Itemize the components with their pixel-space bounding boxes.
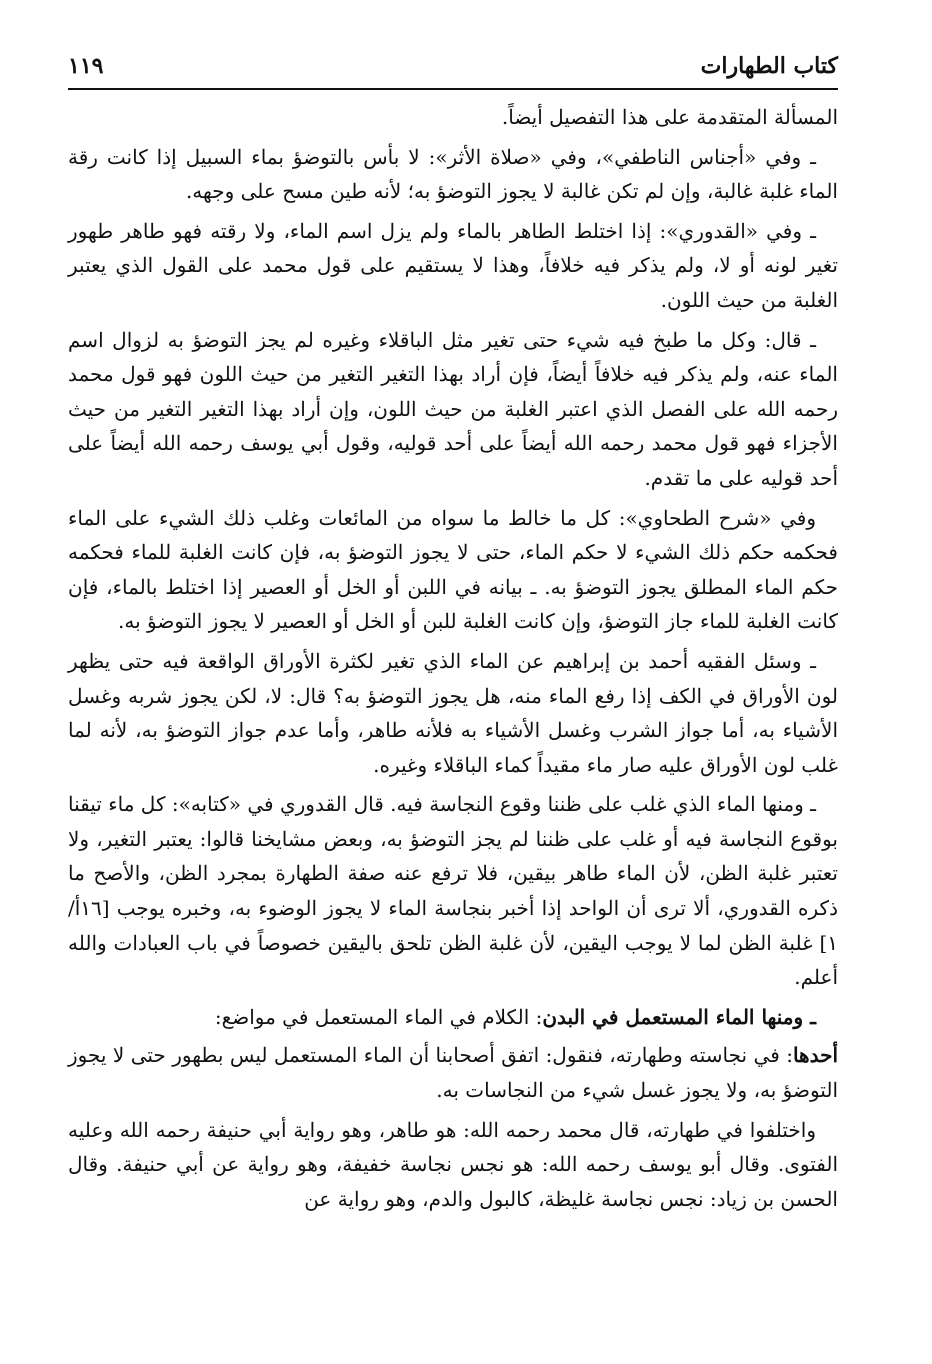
running-header <box>68 50 838 88</box>
paragraph <box>68 1000 838 1035</box>
paragraph <box>68 501 838 639</box>
paragraph <box>68 214 838 318</box>
book-page <box>68 0 838 1364</box>
subsection-heading: أحدها <box>792 1043 838 1068</box>
paragraph <box>68 100 838 135</box>
paragraph-text: : الكلام في الماء المستعمل في مواضع: <box>214 1004 543 1029</box>
page-number: ١١٩ <box>68 53 104 79</box>
paragraph-text: ـ وفي «أجناس الناطفي»، وفي «صلاة الأثر»: لا بأس بالتوضؤ بماء السبيل إذا كانت رقة الماء غلبة غالبة، وإن لم تكن غالبة لا يجوز التوضؤ به؛ لأنه طين مسح على وجهه. <box>68 144 838 204</box>
chapter-title: كتاب الطهارات <box>700 53 838 79</box>
paragraph-text: ـ قال: وكل ما طبخ فيه شيء حتى تغير مثل الباقلاء وغيره لم يجز التوضؤ به لزوال اسم الماء عنه، ولم يذكر فيه خلافاً أيضاً، فإن أراد بهذا التغير التغير من حيث اللون فهو قول محمد رحمه الله على الفصل الذي اعتبر الغلبة من حيث اللون، وإن أراد بهذا التغير التغير من حيث الأجزاء فهو قول محمد رحمه الله أيضاً على أحد قوليه، وقول أبي يوسف رحمه الله أيضاً على أحد قوليه على ما تقدم. <box>68 327 838 490</box>
paragraph <box>68 1113 838 1217</box>
paragraph-text: المسألة المتقدمة على هذا التفصيل أيضاً. <box>501 105 838 129</box>
paragraph-text: ـ وفي «القدوري»: إذا اختلط الطاهر بالماء ولم يزل اسم الماء، ولا رقته فهو طاهر طهور تغير لونه أو لا، ولم يذكر فيه خلافاً، وهذا لا يستقيم على قول محمد على القول الذي يعتبر الغلبة من حيث اللون. <box>68 218 838 312</box>
paragraph <box>68 644 838 782</box>
paragraph <box>68 1038 838 1107</box>
paragraph-text: ـ وسئل الفقيه أحمد بن إبراهيم عن الماء الذي تغير لكثرة الأوراق الواقعة فيه حتى يظهر لون الأوراق في الكف إذا رفع الماء منه، هل يجوز التوضؤ به؟ قال: لا، لكن يجوز شربه وغسل الأشياء به، أما جواز الشرب وغسل الأشياء به فلأنه طاهر، وأما عدم جواز التوضؤ به، لأنه لما غلب لون الأوراق عليه صار ماء مقيداً كماء الباقلاء وغيره. <box>68 648 838 777</box>
header-divider <box>68 88 838 90</box>
paragraph <box>68 787 838 995</box>
paragraph <box>68 140 838 209</box>
page-body <box>68 100 838 1221</box>
paragraph <box>68 323 838 496</box>
section-heading: ـ ومنها الماء المستعمل في البدن <box>542 1004 816 1029</box>
paragraph-text: : في نجاسته وطهارته، فنقول: اتفق أصحابنا أن الماء المستعمل ليس بطهور حتى لا يجوز التوضؤ به، ولا يجوز غسل شيء من النجاسات به. <box>68 1043 838 1103</box>
paragraph-text: وفي «شرح الطحاوي»: كل ما خالط ما سواه من المائعات وغلب ذلك الشيء على الماء فحكمه حكم ذلك الشيء لا حكم الماء، حتى لا يجوز التوضؤ به، فإن كانت الغلبة للماء فحكمه حكم الماء المطلق يجوز التوضؤ به. ـ بيانه في اللبن أو الخل أو العصير إذا اختلط بالماء، فإن كانت الغلبة للماء جاز التوضؤ، وإن كانت الغلبة للبن أو الخل أو العصير لا يجوز التوضؤ به. <box>68 505 838 634</box>
paragraph-text: ـ ومنها الماء الذي غلب على ظننا وقوع النجاسة فيه. قال القدوري في «كتابه»: كل ماء تيقنا بوقوع النجاسة فيه أو غلب على ظننا لم يجز التوضؤ به، وبعض مشايخنا قالوا: يعتبر التغير، ولا تعتبر غلبة الظن، لأن الماء طاهر بيقين، فلا ترفع عنه صفة الطهارة بمجرد الظن، والأصح ما ذكره القدوري، ألا ترى أن الواحد إذا أخبر بنجاسة الماء لا يجوز الوضوء به، وخبره يوجب [١٦أ/ ١] غلبة الظن لما لا يوجب اليقين، لأن غلبة الظن تلحق باليقين خصوصاً في باب العبادات والله أعلم. <box>68 792 838 990</box>
paragraph-text: واختلفوا في طهارته، قال محمد رحمه الله: هو طاهر، وهو رواية أبي حنيفة رحمه الله وعليه الفتوى. وقال أبو يوسف رحمه الله: هو نجس نجاسة خفيفة، وهو رواية عن أبي حنيفة. وقال الحسن بن زياد: نجس نجاسة غليظة، كالبول والدم، وهو رواية عن <box>68 1117 838 1211</box>
